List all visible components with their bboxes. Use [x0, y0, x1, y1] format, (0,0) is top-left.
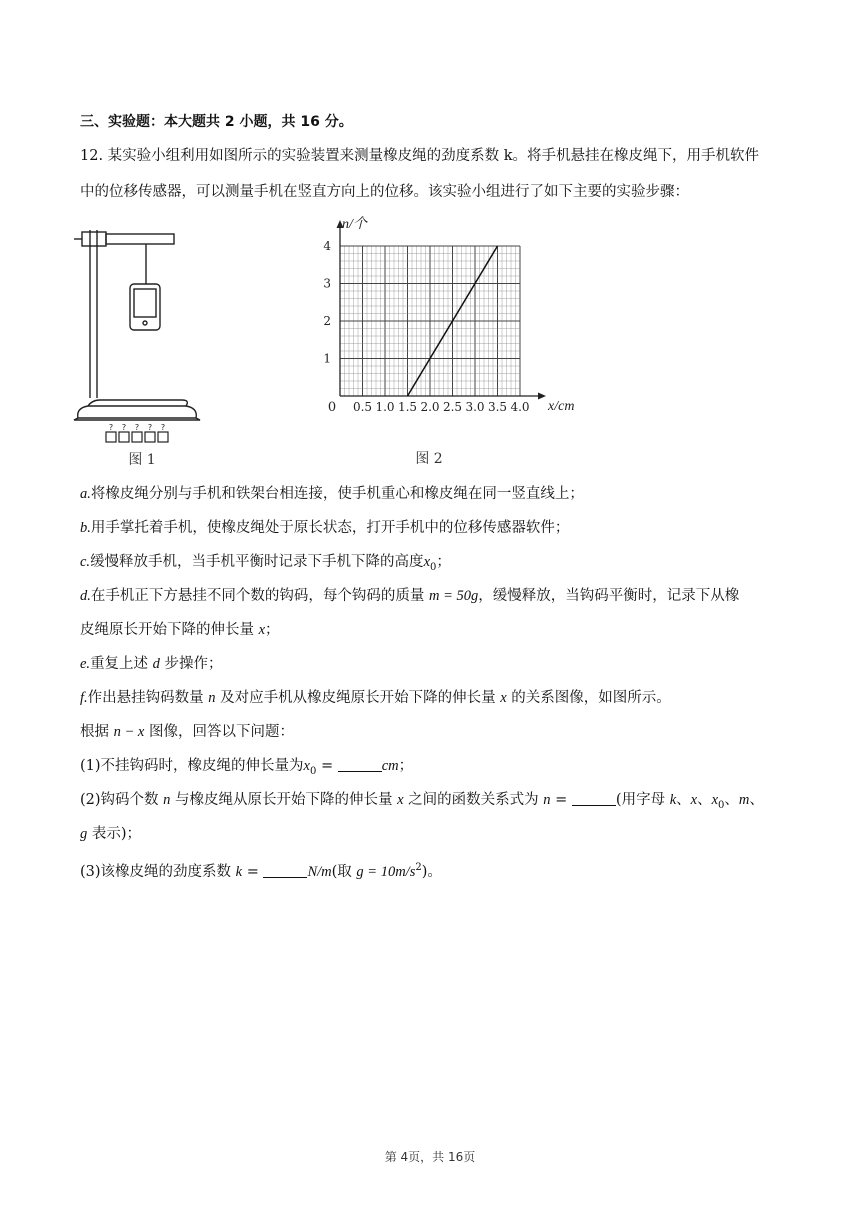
math-var: x: [258, 622, 266, 638]
math-var: x: [500, 690, 507, 706]
x-axis-arrow: [538, 393, 546, 400]
question-end: ；: [398, 758, 414, 774]
step-letter: e.: [80, 656, 91, 672]
question-text: (用字母: [615, 792, 670, 808]
math-var: x: [397, 792, 404, 808]
sep: 、: [724, 792, 739, 808]
question-3: [80, 858, 442, 882]
math-var: x: [690, 792, 698, 808]
question-2-cont: [80, 824, 141, 844]
math-var: x: [711, 792, 718, 808]
unit: cm: [381, 758, 399, 774]
weight-mark: ?: [134, 423, 140, 432]
x-tick-label: 1.0: [375, 400, 395, 414]
sep: 、: [749, 792, 764, 808]
math-var: x: [303, 758, 310, 774]
step-text: 步操作；: [159, 656, 223, 672]
question-number: (3): [80, 863, 101, 880]
step-end: ；: [265, 622, 280, 638]
section-heading: 三、实验题：本大题共 2 小题，共 16 分。: [80, 114, 353, 130]
answer-blank[interactable]: [338, 757, 382, 772]
answer-blank[interactable]: [572, 791, 616, 806]
prompt-text: 图像，回答以下问题：: [144, 724, 294, 740]
step-text: 缓慢释放手机，当手机平衡时记录下手机下降的高度: [90, 554, 424, 570]
y-tick-labels: [323, 239, 331, 366]
question-text: )。: [421, 863, 442, 880]
step-text: ，缓慢释放，当钩码平衡时，记录下从橡: [478, 588, 740, 604]
chart-grid: [340, 246, 520, 396]
y-tick-label: 3: [323, 276, 331, 291]
math-expr: m = 50g: [428, 588, 479, 604]
figure2-caption: 图 2: [415, 451, 443, 467]
question-line-2: 中的位移传感器，可以测量手机在竖直方向上的位移。该实验小组进行了如下主要的实验步骤：: [80, 184, 689, 200]
math-sup: 2: [415, 862, 422, 873]
figure1-caption: 图 1: [128, 452, 156, 468]
step-letter: a.: [80, 486, 91, 502]
step-c: [80, 552, 451, 578]
step-text: 将橡皮绳分别与手机和铁架台相连接，使手机重心和橡皮绳在同一竖直线上；: [90, 486, 584, 502]
math-sub: 0: [718, 799, 725, 811]
math-expr: n − x: [113, 724, 145, 740]
step-f: [80, 688, 671, 708]
step-text: 作出悬挂钩码数量: [87, 690, 209, 706]
question-text: 不挂钩码时，橡皮绳的伸长量为: [100, 758, 304, 774]
unit: N/m: [307, 863, 332, 880]
weight-mark: ?: [121, 423, 127, 432]
step-letter: c.: [80, 554, 91, 570]
math-var: n: [208, 690, 216, 706]
x-axis-label: x/cm: [548, 399, 575, 414]
y-tick-label: 4: [323, 239, 331, 253]
question-text: 之间的函数关系式为: [403, 792, 544, 808]
step-text: 及对应手机从橡皮绳原长开始下降的伸长量: [215, 690, 501, 706]
answer-blank[interactable]: [263, 863, 307, 878]
page-footer: 第 4页，共 16页: [384, 1150, 476, 1164]
y-tick-label: 2: [323, 314, 331, 328]
sep: 、: [697, 792, 712, 808]
math-var: k: [235, 863, 243, 880]
x-tick-label: 3.5: [487, 400, 508, 414]
step-text: 在手机正下方悬挂不同个数的钩码，每个钩码的质量: [90, 588, 429, 604]
math-var: d: [152, 656, 160, 672]
step-text: 用手掌托着手机，使橡皮绳处于原长状态，打开手机中的位移传感器软件；: [90, 520, 570, 536]
math-sub: 0: [430, 561, 437, 573]
y-tick-label: 1: [323, 351, 331, 366]
x-tick-label: 1.5: [397, 400, 418, 414]
x-tick-label: 2.5: [442, 400, 463, 414]
step-letter: b.: [80, 520, 91, 536]
step-e: [80, 654, 223, 674]
question-text: 该橡皮绳的劲度系数: [100, 863, 236, 880]
x-tick-label: 0.5: [352, 400, 373, 414]
weight-mark: ?: [108, 423, 114, 432]
question-number: (2): [80, 792, 101, 808]
step-d: [80, 586, 739, 606]
math-expr: g = 10m/s: [356, 863, 416, 880]
question-text: 与橡皮绳从原长开始下降的伸长量: [170, 792, 398, 808]
step-letter: f.: [80, 690, 88, 706]
step-d-cont: [80, 620, 280, 640]
math-var: x: [423, 554, 430, 570]
math-eq: =: [242, 863, 264, 880]
question-number: (1): [80, 758, 101, 774]
question-line-1: 12. 某实验小组利用如图所示的实验装置来测量橡皮绳的劲度系数 k。将手机悬挂在橡皮绳下，用手机软件: [80, 148, 760, 164]
math-var: n: [163, 792, 171, 808]
prompt: [80, 722, 294, 742]
step-text: 皮绳原长开始下降的伸长量: [80, 622, 259, 638]
x-tick-label: 4.0: [510, 400, 530, 414]
math-sub: 0: [309, 765, 317, 777]
sep: 、: [676, 792, 691, 808]
step-b: [80, 518, 569, 538]
question-text: 钩码个数: [100, 792, 164, 808]
x-tick-label: 2.0: [420, 400, 440, 414]
question-1: [80, 756, 413, 782]
origin-label: 0: [327, 400, 337, 415]
step-letter: d.: [80, 588, 91, 604]
y-axis-label: n/个: [342, 217, 367, 232]
math-eq: =: [550, 792, 572, 808]
n-x-chart: [296, 210, 596, 468]
chart-axes: [337, 220, 547, 400]
weight-mark: ?: [147, 423, 153, 432]
question-text: (取: [331, 863, 357, 880]
apparatus-figure: [66, 222, 226, 468]
step-text: 的关系图像，如图所示。: [506, 690, 671, 706]
math-eq: =: [316, 758, 338, 774]
math-var: n: [543, 792, 551, 808]
step-text: 重复上述: [90, 656, 153, 672]
math-var: k: [669, 792, 677, 808]
prompt-text: 根据: [80, 724, 114, 740]
x-tick-labels: [353, 400, 530, 414]
step-end: ；: [436, 554, 451, 570]
question-2: [80, 790, 764, 816]
step-a: [80, 484, 584, 504]
math-var: m: [738, 792, 750, 808]
math-var: g: [80, 826, 88, 842]
question-text: 表示)；: [87, 826, 142, 842]
weight-mark: ?: [160, 423, 166, 432]
x-tick-label: 3.0: [465, 400, 485, 414]
